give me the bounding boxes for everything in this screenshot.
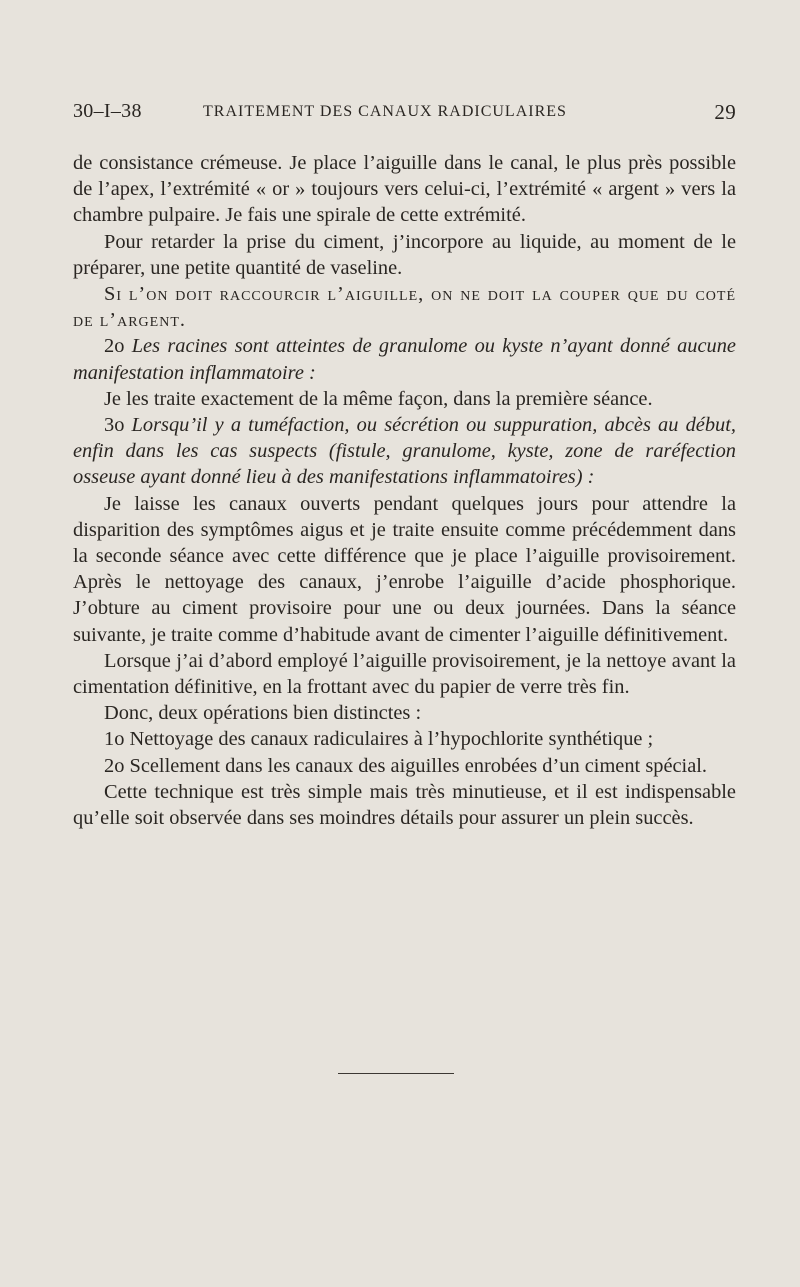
- list-item: 2o Scellement dans les canaux des aiguilles enrobées d’un ciment spécial.: [104, 754, 708, 777]
- item-heading: Lorsqu’il y a tuméfaction, ou sécrétion ou suppuration, abcès au début, enfin dans les cas suspects (fistule, granulome, kyste, zone de raréfection osseuse ayant donné lieu à des manifestations inflammatoires) :: [73, 414, 736, 489]
- paragraph: Je les traite exactement de la même façon, dans la première séance.: [104, 387, 653, 410]
- paragraph: Cette technique est très simple mais très minutieuse, et il est indispensable qu’elle soit observée dans ses moindres détails pour assurer un plein succès.: [73, 780, 736, 830]
- paragraph: Lorsque j’ai d’abord employé l’aiguille provisoirement, je la nettoye avant la cimentation définitive, en la frottant avec du papier de verre très fin.: [73, 649, 736, 699]
- paragraph: Pour retarder la prise du ciment, j’incorpore au liquide, au moment de le préparer, une petite quantité de vaseline.: [73, 230, 736, 279]
- paragraph: Donc, deux opérations bien distinctes :: [104, 702, 422, 725]
- paragraph-heading: [73, 412, 736, 491]
- section-divider: [338, 1073, 454, 1074]
- running-header: [73, 100, 736, 128]
- paragraph: de consistance crémeuse. Je place l’aiguille dans le canal, le plus près possible de l’apex, l’extrémité « or » toujours vers celui-ci, l’extrémité « argent » vers la chambre pulpaire. Je fais une spirale de cette extrémité.: [73, 152, 736, 227]
- paragraph-heading: [73, 333, 736, 385]
- item-number: 3o: [104, 414, 132, 437]
- page-number: 29: [714, 100, 736, 124]
- header-date: 30–I–38: [73, 100, 142, 122]
- list-item: 1o Nettoyage des canaux radiculaires à l’hypochlorite synthétique ;: [104, 728, 654, 751]
- item-heading: Les racines sont atteintes de granulome ou kyste n’ayant donné aucune manifestation inflammatoire :: [73, 335, 736, 384]
- paragraph-smallcaps: Si l’on doit raccourcir l’aiguille, on ne doit la couper que du coté de l’argent.: [73, 283, 736, 332]
- body-text: [73, 150, 736, 831]
- header-title: TRAITEMENT DES CANAUX RADICULAIRES: [203, 103, 567, 120]
- item-number: 2o: [104, 335, 132, 358]
- paragraph: Je laisse les canaux ouverts pendant quelques jours pour attendre la disparition des symptômes aigus et je traite ensuite comme précédemment dans la seconde séance avec cette différence que je place l’aiguille provisoirement. Après le nettoyage des canaux, j’enrobe l’aiguille d’acide phosphorique. J’obture au ciment provisoire pour une ou deux journées. Dans la séance suivante, je traite comme d’habitude avant de cimenter l’aiguille définitivement.: [73, 492, 736, 646]
